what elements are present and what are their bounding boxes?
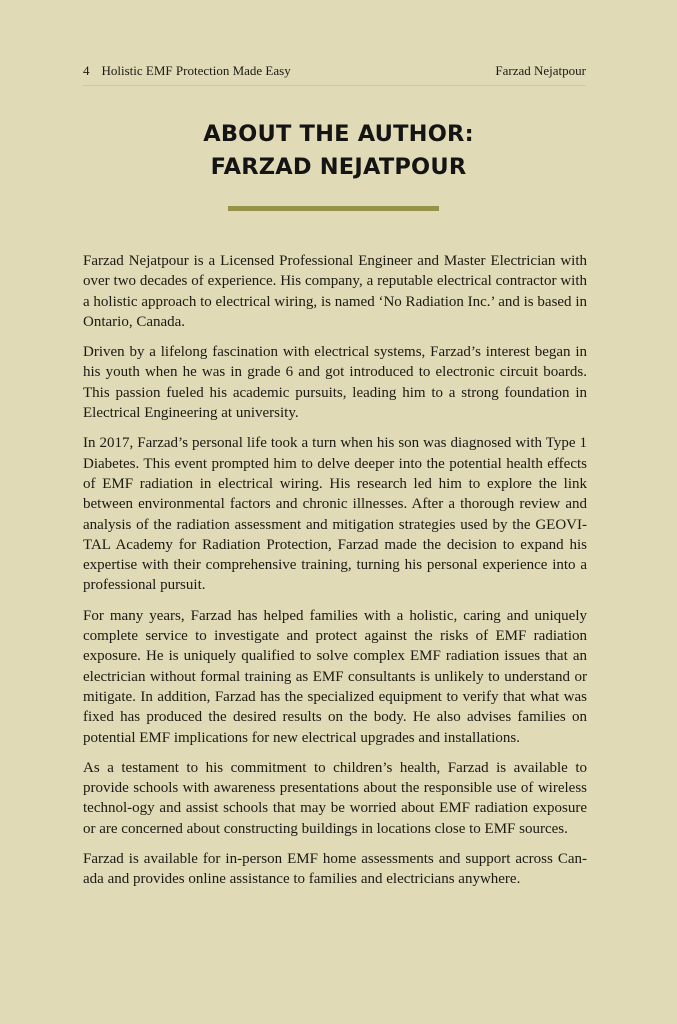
paragraph: Farzad Nejatpour is a Licensed Professional Engineer and Master Electrician with over two decades of experience. His company, a reputable electrical contractor with a holistic approach to electrical wiring, is named ‘No Radiation Inc.’ and is based in Ontario, Canada. (83, 253, 587, 330)
paragraph: Farzad is available for in-person EMF home assessments and support across Can-ada and provides online assistance to families and electricians anywhere. (83, 851, 587, 888)
running-header (83, 63, 586, 86)
body-text (83, 251, 587, 900)
paragraph: As a testament to his commitment to children’s health, Farzad is available to provide schools with awareness presentations about the responsible use of wireless technol-ogy and assist schools that may be worried about EMF radiation exposure or are concerned about constructing buildings in locations close to EMF sources. (83, 759, 587, 837)
header-author: Farzad Nejatpour (495, 63, 586, 78)
page-number: 4 (83, 63, 90, 78)
paragraph: For many years, Farzad has helped families with a holistic, caring and uniquely complete service to investigate and protect against the risks of EMF radiation exposure. He is uniquely qualified to solve complex EMF radiation issues that an electrician without formal training as EMF consultants is unlikely to understand or mitigate. In addition, Farzad has the specialized equipment to verify that what was fixed has produced the desired results on the body. He also advises families on potential EMF implications for new electrical upgrades and installations. (83, 607, 587, 746)
chapter-title-line-2: FARZAD NEJATPOUR (210, 154, 467, 180)
chapter-title (0, 118, 677, 184)
header-left (83, 63, 291, 79)
paragraph: Driven by a lifelong fascination with electrical systems, Farzad’s interest began in his youth when he was in grade 6 and got introduced to electronic circuit boards. This passion fueled his academic pursuits, leading him to a strong foundation in Electrical Engineering at university. (83, 344, 587, 422)
chapter-title-line-1: ABOUT THE AUTHOR: (203, 121, 474, 147)
title-underline-rule (228, 206, 439, 211)
paragraph: In 2017, Farzad’s personal life took a turn when his son was diagnosed with Type 1 Diabetes. This event prompted him to delve deeper into the potential health effects of EMF radiation in electrical wiring. His research led him to explore the link between environmental factors and chronic illnesses. After a thorough review and analysis of the radiation assessment and mitigation strategies used by the GEOVI-TAL Academy for Radiation Protection, Farzad made the decision to expand his expertise with their comprehensive training, turning his personal experience into a professional pursuit. (83, 435, 587, 594)
book-title: Holistic EMF Protection Made Easy (101, 63, 291, 78)
